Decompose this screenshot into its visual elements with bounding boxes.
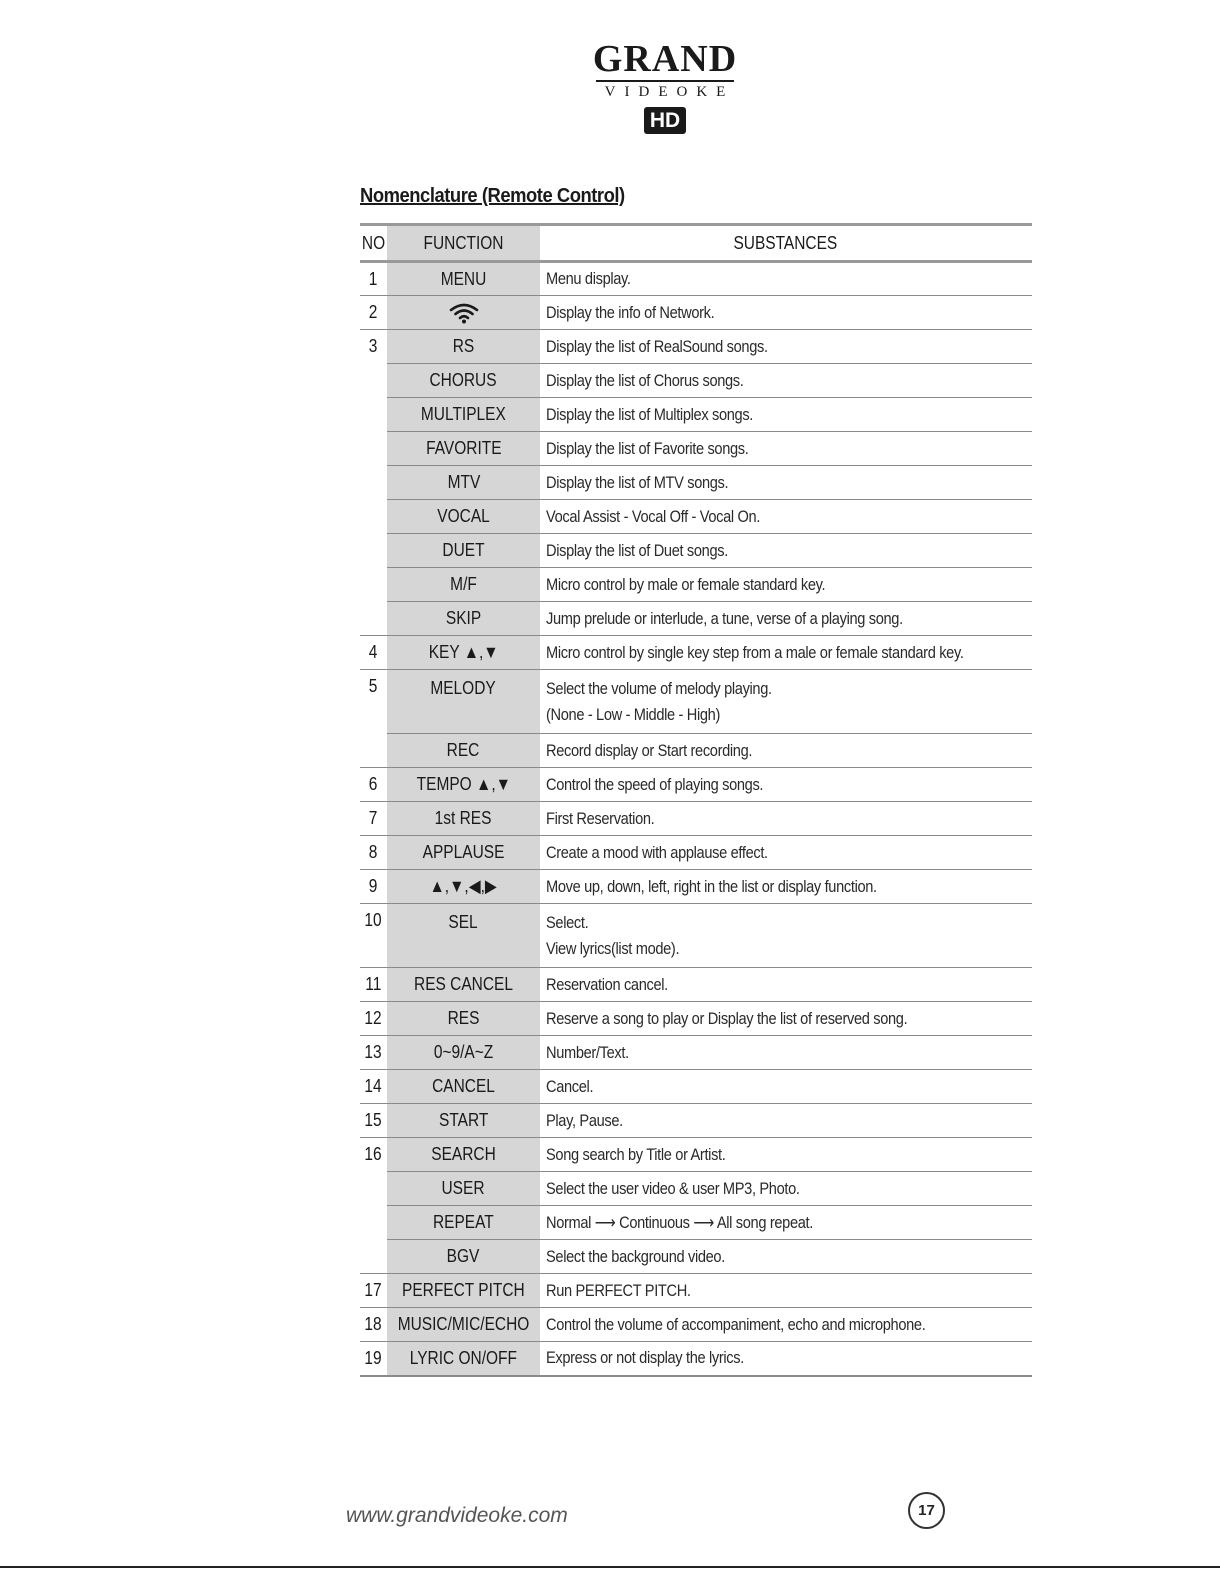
logo-brand-name: GRAND [592, 38, 738, 80]
table-row [360, 466, 1032, 500]
header-no: NO [360, 225, 387, 262]
table-row [360, 1070, 1032, 1104]
section-title: Nomenclature (Remote Control) [360, 185, 625, 207]
row-number: 12 [360, 1002, 387, 1036]
function-cell: SEARCH [387, 1138, 540, 1172]
substance-cell: Display the list of Chorus songs. [540, 364, 1032, 398]
row-number: 4 [360, 636, 387, 670]
table-row [360, 262, 1032, 296]
function-cell: PERFECT PITCH [387, 1274, 540, 1308]
function-cell: REPEAT [387, 1206, 540, 1240]
table-row [360, 602, 1032, 636]
table-row [360, 1308, 1032, 1342]
function-cell: 0~9/A~Z [387, 1036, 540, 1070]
function-cell: START [387, 1104, 540, 1138]
substance-cell: Display the list of MTV songs. [540, 466, 1032, 500]
substance-cell: Reserve a song to play or Display the list of reserved song. [540, 1002, 1032, 1036]
function-cell: MTV [387, 466, 540, 500]
table-row [360, 1172, 1032, 1206]
row-number: 19 [360, 1342, 387, 1376]
table-row [360, 1240, 1032, 1274]
substance-cell: Micro control by single key step from a male or female standard key. [540, 636, 1032, 670]
substance-cell: Reservation cancel. [540, 968, 1032, 1002]
table-row [360, 636, 1032, 670]
header-function: FUNCTION [387, 225, 540, 262]
row-number: 11 [360, 968, 387, 1002]
function-cell: MUSIC/MIC/ECHO [387, 1308, 540, 1342]
logo-hd-badge: HD [644, 107, 686, 134]
row-number: 2 [360, 296, 387, 330]
row-number: 8 [360, 836, 387, 870]
table-row [360, 534, 1032, 568]
row-number: 3 [360, 330, 387, 636]
row-number: 17 [360, 1274, 387, 1308]
row-number: 18 [360, 1308, 387, 1342]
row-number: 13 [360, 1036, 387, 1070]
table-row [360, 330, 1032, 364]
substance-cell: Display the list of Favorite songs. [540, 432, 1032, 466]
table-row [360, 1206, 1032, 1240]
table-row [360, 1036, 1032, 1070]
substance-cell: Record display or Start recording. [540, 734, 1032, 768]
substance-cell: Move up, down, left, right in the list or display function. [540, 870, 1032, 904]
function-cell: ▲,▼,◀,▶ [387, 870, 540, 904]
function-cell: MELODY [387, 670, 540, 734]
table-row [360, 1342, 1032, 1376]
row-number: 7 [360, 802, 387, 836]
header-substances: SUBSTANCES [540, 225, 1032, 262]
substance-cell: Song search by Title or Artist. [540, 1138, 1032, 1172]
row-number: 16 [360, 1138, 387, 1274]
substance-cell: Cancel. [540, 1070, 1032, 1104]
logo-sub-name: VIDEOKE [604, 84, 735, 100]
row-number: 6 [360, 768, 387, 802]
substance-cell: Display the list of Duet songs. [540, 534, 1032, 568]
page-number: 17 [908, 1492, 945, 1529]
table-row [360, 1002, 1032, 1036]
table-row [360, 968, 1032, 1002]
substance-cell: Play, Pause. [540, 1104, 1032, 1138]
table-row [360, 432, 1032, 466]
function-cell: DUET [387, 534, 540, 568]
wifi-icon [449, 302, 479, 324]
table-row [360, 1138, 1032, 1172]
substance-cell: Create a mood with applause effect. [540, 836, 1032, 870]
substance-cell: Control the volume of accompaniment, echo and microphone. [540, 1308, 1032, 1342]
substance-cell: Micro control by male or female standard key. [540, 568, 1032, 602]
bottom-rule [0, 1566, 1220, 1568]
function-cell: FAVORITE [387, 432, 540, 466]
function-cell: KEY ▲,▼ [387, 636, 540, 670]
function-cell: MENU [387, 262, 540, 296]
table-row [360, 398, 1032, 432]
substance-cell: First Reservation. [540, 802, 1032, 836]
table-row [360, 870, 1032, 904]
table-header-row [360, 225, 1032, 262]
function-cell: SKIP [387, 602, 540, 636]
substance-cell: Select the volume of melody playing. (None - Low - Middle - High) [540, 670, 1032, 734]
table-row [360, 734, 1032, 768]
substance-cell: Menu display. [540, 262, 1032, 296]
substance-cell: Vocal Assist - Vocal Off - Vocal On. [540, 500, 1032, 534]
function-cell: RS [387, 330, 540, 364]
function-cell: APPLAUSE [387, 836, 540, 870]
table-row [360, 1274, 1032, 1308]
substance-cell: Jump prelude or interlude, a tune, verse of a playing song. [540, 602, 1032, 636]
substance-cell: Normal ⟶ Continuous ⟶ All song repeat. [540, 1206, 1032, 1240]
substance-cell: Display the list of Multiplex songs. [540, 398, 1032, 432]
function-cell: RES CANCEL [387, 968, 540, 1002]
table-row [360, 364, 1032, 398]
substance-cell: Run PERFECT PITCH. [540, 1274, 1032, 1308]
brand-logo [560, 40, 770, 134]
row-number: 14 [360, 1070, 387, 1104]
function-cell: VOCAL [387, 500, 540, 534]
function-cell: M/F [387, 568, 540, 602]
function-cell: USER [387, 1172, 540, 1206]
table-row [360, 802, 1032, 836]
footer-url: www.grandvideoke.com [346, 1504, 568, 1527]
table-row [360, 568, 1032, 602]
substance-cell: Display the info of Network. [540, 296, 1032, 330]
function-cell: MULTIPLEX [387, 398, 540, 432]
function-cell: BGV [387, 1240, 540, 1274]
table-body [360, 262, 1032, 1376]
function-cell: RES [387, 1002, 540, 1036]
row-number: 5 [360, 670, 387, 768]
table-row [360, 500, 1032, 534]
function-cell: CHORUS [387, 364, 540, 398]
function-cell: CANCEL [387, 1070, 540, 1104]
row-number: 9 [360, 870, 387, 904]
substance-cell: Number/Text. [540, 1036, 1032, 1070]
function-cell [387, 296, 540, 330]
table-row [360, 1104, 1032, 1138]
function-cell: SEL [387, 904, 540, 968]
substance-cell: Control the speed of playing songs. [540, 768, 1032, 802]
substance-cell: Display the list of RealSound songs. [540, 330, 1032, 364]
row-number: 15 [360, 1104, 387, 1138]
function-cell: TEMPO ▲,▼ [387, 768, 540, 802]
function-cell: 1st RES [387, 802, 540, 836]
substance-cell: Select the background video. [540, 1240, 1032, 1274]
function-cell: LYRIC ON/OFF [387, 1342, 540, 1376]
substance-cell: Express or not display the lyrics. [540, 1342, 1032, 1376]
logo-rule [596, 80, 734, 82]
substance-cell: Select the user video & user MP3, Photo. [540, 1172, 1032, 1206]
table-row [360, 768, 1032, 802]
table-row [360, 904, 1032, 968]
row-number: 1 [360, 262, 387, 296]
substance-cell: Select. View lyrics(list mode). [540, 904, 1032, 968]
table-row [360, 670, 1032, 734]
nomenclature-table [360, 223, 1032, 1377]
table-row [360, 836, 1032, 870]
table-row [360, 296, 1032, 330]
function-cell: REC [387, 734, 540, 768]
row-number: 10 [360, 904, 387, 968]
